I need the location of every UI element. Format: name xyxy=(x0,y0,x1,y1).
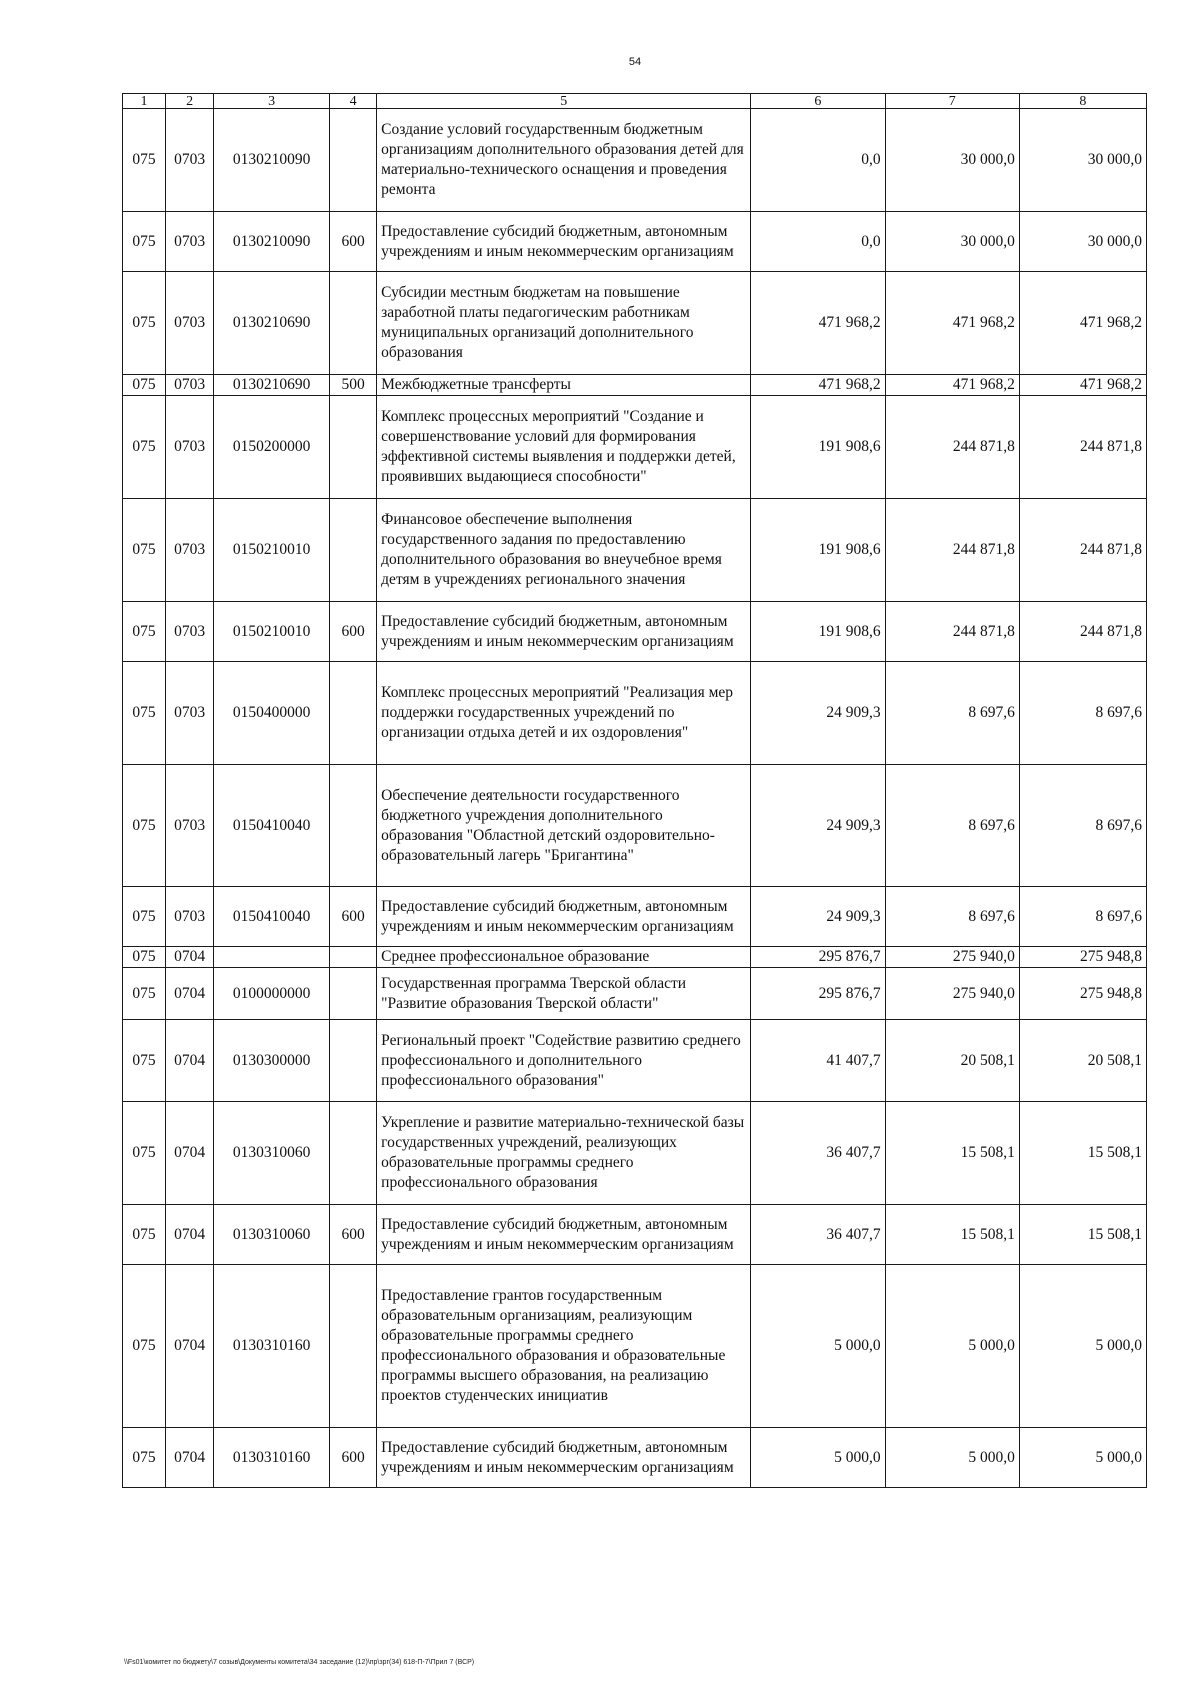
column-header-8: 8 xyxy=(1019,94,1146,109)
amount-2025-cell: 244 871,8 xyxy=(885,602,1019,662)
amount-2024-cell: 191 908,6 xyxy=(751,396,885,499)
amount-2024-cell: 191 908,6 xyxy=(751,499,885,602)
section-code-cell: 0704 xyxy=(166,1265,214,1428)
description-cell: Комплекс процессных мероприятий "Создание и совершенствование условий для формирования эффективной системы выявления и поддержки детей, проявивших выдающиеся способности" xyxy=(377,396,751,499)
amount-2025-cell: 15 508,1 xyxy=(885,1102,1019,1205)
amount-2024-cell: 5 000,0 xyxy=(751,1265,885,1428)
table-row xyxy=(123,887,1147,947)
description-cell: Субсидии местным бюджетам на повышение заработной платы педагогическим работникам муниципальных организаций дополнительного образования xyxy=(377,272,751,375)
amount-2025-cell: 8 697,6 xyxy=(885,887,1019,947)
description-cell: Государственная программа Тверской области "Развитие образования Тверской области" xyxy=(377,968,751,1020)
admin-code-cell: 075 xyxy=(123,499,166,602)
amount-2026-cell: 244 871,8 xyxy=(1019,602,1146,662)
amount-2025-cell: 471 968,2 xyxy=(885,375,1019,396)
table-row xyxy=(123,662,1147,765)
amount-2024-cell: 5 000,0 xyxy=(751,1428,885,1488)
target-code-cell: 0130210690 xyxy=(214,375,330,396)
admin-code-cell: 075 xyxy=(123,765,166,887)
amount-2026-cell: 30 000,0 xyxy=(1019,212,1146,272)
description-cell: Предоставление субсидий бюджетным, автономным учреждениям и иным некоммерческим организациям xyxy=(377,887,751,947)
table-row xyxy=(123,602,1147,662)
amount-2024-cell: 24 909,3 xyxy=(751,662,885,765)
admin-code-cell: 075 xyxy=(123,212,166,272)
amount-2026-cell: 471 968,2 xyxy=(1019,375,1146,396)
expense-type-cell xyxy=(330,109,377,212)
admin-code-cell: 075 xyxy=(123,1428,166,1488)
amount-2025-cell: 5 000,0 xyxy=(885,1265,1019,1428)
table-row xyxy=(123,109,1147,212)
amount-2026-cell: 471 968,2 xyxy=(1019,272,1146,375)
description-cell: Предоставление субсидий бюджетным, автономным учреждениям и иным некоммерческим организациям xyxy=(377,1428,751,1488)
table-row xyxy=(123,375,1147,396)
admin-code-cell: 075 xyxy=(123,272,166,375)
expense-type-cell xyxy=(330,499,377,602)
section-code-cell: 0703 xyxy=(166,109,214,212)
section-code-cell: 0704 xyxy=(166,1205,214,1265)
section-code-cell: 0703 xyxy=(166,212,214,272)
target-code-cell: 0150410040 xyxy=(214,765,330,887)
amount-2024-cell: 24 909,3 xyxy=(751,887,885,947)
section-code-cell: 0703 xyxy=(166,765,214,887)
admin-code-cell: 075 xyxy=(123,375,166,396)
expense-type-cell: 600 xyxy=(330,887,377,947)
section-code-cell: 0704 xyxy=(166,947,214,968)
amount-2024-cell: 471 968,2 xyxy=(751,272,885,375)
table-row xyxy=(123,968,1147,1020)
expense-type-cell xyxy=(330,947,377,968)
admin-code-cell: 075 xyxy=(123,1205,166,1265)
description-cell: Обеспечение деятельности государственного бюджетного учреждения дополнительного образования "Областной детский оздоровительно-образовательный лагерь "Бригантина" xyxy=(377,765,751,887)
admin-code-cell: 075 xyxy=(123,947,166,968)
column-header-2: 2 xyxy=(166,94,214,109)
target-code-cell: 0150400000 xyxy=(214,662,330,765)
amount-2025-cell: 8 697,6 xyxy=(885,765,1019,887)
amount-2024-cell: 191 908,6 xyxy=(751,602,885,662)
admin-code-cell: 075 xyxy=(123,109,166,212)
description-cell: Предоставление грантов государственным образовательным организациям, реализующим образовательные программы среднего профессионального образования и образовательные программы высшего образования, на реализацию проектов студенческих инициатив xyxy=(377,1265,751,1428)
section-code-cell: 0703 xyxy=(166,887,214,947)
budget-table xyxy=(122,93,1147,1488)
table-row xyxy=(123,272,1147,375)
target-code-cell: 0130310060 xyxy=(214,1102,330,1205)
amount-2026-cell: 244 871,8 xyxy=(1019,499,1146,602)
target-code-cell: 0130300000 xyxy=(214,1020,330,1102)
column-header-3: 3 xyxy=(214,94,330,109)
admin-code-cell: 075 xyxy=(123,1020,166,1102)
expense-type-cell xyxy=(330,1102,377,1205)
target-code-cell: 0150200000 xyxy=(214,396,330,499)
description-cell: Финансовое обеспечение выполнения государственного задания по предоставлению дополнительного образования во внеучебное время детям в учреждениях регионального значения xyxy=(377,499,751,602)
column-header-7: 7 xyxy=(885,94,1019,109)
description-cell: Создание условий государственным бюджетным организациям дополнительного образования детей для материально-технического оснащения и проведения ремонта xyxy=(377,109,751,212)
amount-2026-cell: 275 948,8 xyxy=(1019,968,1146,1020)
amount-2024-cell: 295 876,7 xyxy=(751,947,885,968)
amount-2024-cell: 471 968,2 xyxy=(751,375,885,396)
amount-2025-cell: 8 697,6 xyxy=(885,662,1019,765)
expense-type-cell xyxy=(330,272,377,375)
section-code-cell: 0704 xyxy=(166,1428,214,1488)
table-row xyxy=(123,212,1147,272)
admin-code-cell: 075 xyxy=(123,602,166,662)
amount-2025-cell: 471 968,2 xyxy=(885,272,1019,375)
table-row xyxy=(123,1020,1147,1102)
amount-2026-cell: 5 000,0 xyxy=(1019,1265,1146,1428)
expense-type-cell: 600 xyxy=(330,1205,377,1265)
section-code-cell: 0703 xyxy=(166,272,214,375)
admin-code-cell: 075 xyxy=(123,968,166,1020)
table-row xyxy=(123,1265,1147,1428)
target-code-cell: 0130210690 xyxy=(214,272,330,375)
amount-2026-cell: 15 508,1 xyxy=(1019,1205,1146,1265)
table-row xyxy=(123,947,1147,968)
table-row xyxy=(123,1428,1147,1488)
footer-file-path: \\Fs01\комитет по бюджету\7 созыв\Документы комитета\34 заседание (12)\пр\зрг(34) 618-П-7\Прил 7 (ВСР) xyxy=(124,1659,475,1666)
table-header-row xyxy=(123,94,1147,109)
amount-2025-cell: 20 508,1 xyxy=(885,1020,1019,1102)
amount-2026-cell: 8 697,6 xyxy=(1019,887,1146,947)
expense-type-cell xyxy=(330,1265,377,1428)
target-code-cell: 0130310160 xyxy=(214,1428,330,1488)
amount-2026-cell: 244 871,8 xyxy=(1019,396,1146,499)
expense-type-cell: 600 xyxy=(330,1428,377,1488)
description-cell: Предоставление субсидий бюджетным, автономным учреждениям и иным некоммерческим организациям xyxy=(377,212,751,272)
description-cell: Среднее профессиональное образование xyxy=(377,947,751,968)
expense-type-cell xyxy=(330,968,377,1020)
target-code-cell: 0100000000 xyxy=(214,968,330,1020)
description-cell: Укрепление и развитие материально-технической базы государственных учреждений, реализующих образовательные программы среднего профессионального образования xyxy=(377,1102,751,1205)
amount-2025-cell: 5 000,0 xyxy=(885,1428,1019,1488)
expense-type-cell: 600 xyxy=(330,602,377,662)
description-cell: Предоставление субсидий бюджетным, автономным учреждениям и иным некоммерческим организациям xyxy=(377,1205,751,1265)
column-header-4: 4 xyxy=(330,94,377,109)
table-row xyxy=(123,396,1147,499)
target-code-cell: 0130210090 xyxy=(214,109,330,212)
section-code-cell: 0703 xyxy=(166,396,214,499)
amount-2026-cell: 275 948,8 xyxy=(1019,947,1146,968)
expense-type-cell xyxy=(330,1020,377,1102)
admin-code-cell: 075 xyxy=(123,1102,166,1205)
target-code-cell: 0150210010 xyxy=(214,602,330,662)
amount-2025-cell: 275 940,0 xyxy=(885,947,1019,968)
amount-2026-cell: 8 697,6 xyxy=(1019,662,1146,765)
target-code-cell: 0130310160 xyxy=(214,1265,330,1428)
column-header-5: 5 xyxy=(377,94,751,109)
table-body xyxy=(123,109,1147,1488)
amount-2026-cell: 20 508,1 xyxy=(1019,1020,1146,1102)
column-header-6: 6 xyxy=(751,94,885,109)
amount-2024-cell: 36 407,7 xyxy=(751,1205,885,1265)
page-number: 54 xyxy=(628,56,642,68)
section-code-cell: 0704 xyxy=(166,1102,214,1205)
column-header-1: 1 xyxy=(123,94,166,109)
amount-2025-cell: 15 508,1 xyxy=(885,1205,1019,1265)
amount-2026-cell: 5 000,0 xyxy=(1019,1428,1146,1488)
table-row xyxy=(123,1102,1147,1205)
admin-code-cell: 075 xyxy=(123,1265,166,1428)
target-code-cell: 0150210010 xyxy=(214,499,330,602)
amount-2025-cell: 244 871,8 xyxy=(885,499,1019,602)
expense-type-cell: 500 xyxy=(330,375,377,396)
amount-2026-cell: 30 000,0 xyxy=(1019,109,1146,212)
expense-type-cell xyxy=(330,396,377,499)
admin-code-cell: 075 xyxy=(123,396,166,499)
description-cell: Комплекс процессных мероприятий "Реализация мер поддержки государственных учреждений по организации отдыха детей и их оздоровления" xyxy=(377,662,751,765)
table-row xyxy=(123,765,1147,887)
target-code-cell xyxy=(214,947,330,968)
expense-type-cell: 600 xyxy=(330,212,377,272)
amount-2025-cell: 244 871,8 xyxy=(885,396,1019,499)
amount-2025-cell: 30 000,0 xyxy=(885,212,1019,272)
amount-2025-cell: 275 940,0 xyxy=(885,968,1019,1020)
target-code-cell: 0130310060 xyxy=(214,1205,330,1265)
section-code-cell: 0704 xyxy=(166,1020,214,1102)
amount-2026-cell: 15 508,1 xyxy=(1019,1102,1146,1205)
table-row xyxy=(123,499,1147,602)
section-code-cell: 0703 xyxy=(166,375,214,396)
table-row xyxy=(123,1205,1147,1265)
section-code-cell: 0703 xyxy=(166,499,214,602)
amount-2025-cell: 30 000,0 xyxy=(885,109,1019,212)
description-cell: Региональный проект "Содействие развитию среднего профессионального и дополнительного профессионального образования" xyxy=(377,1020,751,1102)
admin-code-cell: 075 xyxy=(123,662,166,765)
section-code-cell: 0703 xyxy=(166,602,214,662)
amount-2024-cell: 295 876,7 xyxy=(751,968,885,1020)
amount-2024-cell: 0,0 xyxy=(751,109,885,212)
expense-type-cell xyxy=(330,765,377,887)
amount-2024-cell: 41 407,7 xyxy=(751,1020,885,1102)
description-cell: Предоставление субсидий бюджетным, автономным учреждениям и иным некоммерческим организациям xyxy=(377,602,751,662)
description-cell: Межбюджетные трансферты xyxy=(377,375,751,396)
amount-2024-cell: 0,0 xyxy=(751,212,885,272)
target-code-cell: 0130210090 xyxy=(214,212,330,272)
section-code-cell: 0703 xyxy=(166,662,214,765)
expense-type-cell xyxy=(330,662,377,765)
amount-2024-cell: 36 407,7 xyxy=(751,1102,885,1205)
amount-2024-cell: 24 909,3 xyxy=(751,765,885,887)
section-code-cell: 0704 xyxy=(166,968,214,1020)
target-code-cell: 0150410040 xyxy=(214,887,330,947)
admin-code-cell: 075 xyxy=(123,887,166,947)
amount-2026-cell: 8 697,6 xyxy=(1019,765,1146,887)
